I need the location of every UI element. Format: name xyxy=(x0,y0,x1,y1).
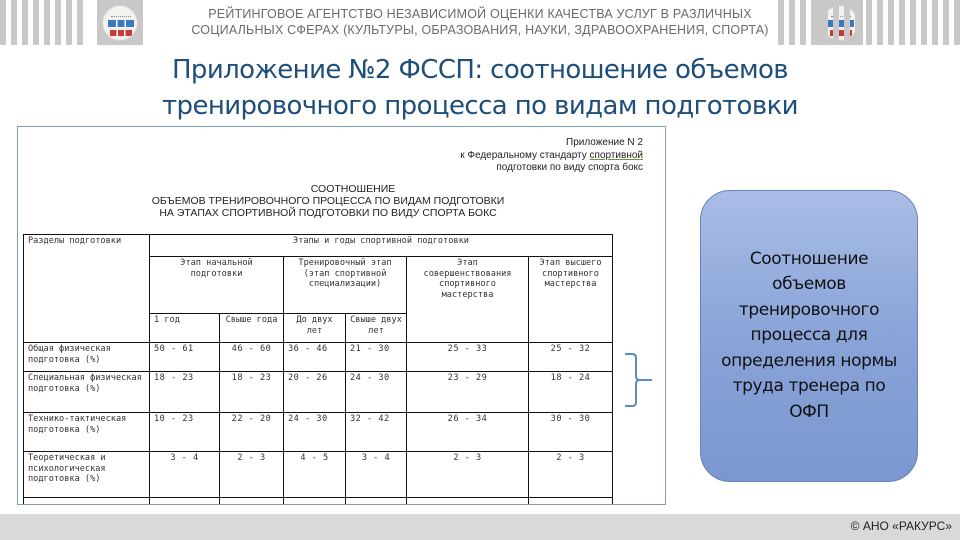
appendix-note-line3: подготовки по виду спорта бокс xyxy=(496,162,643,173)
cell-value: 3 - 4 xyxy=(150,452,220,498)
document-heading xyxy=(118,183,538,219)
cell-value: 23 - 29 xyxy=(407,372,529,413)
appendix-note-line2-prefix: к Федеральному стандарту xyxy=(460,149,590,161)
agency-name xyxy=(165,6,795,38)
copyright: © АНО «РАКУРС» xyxy=(850,519,952,533)
cell-value: 46 - 60 xyxy=(220,343,284,372)
document-heading-line3: НА ЭТАПАХ СПОРТИВНОЙ ПОДГОТОВКИ ПО ВИДУ СПОРТА БОКС xyxy=(159,207,497,219)
table-row-cut xyxy=(24,498,613,506)
cell-value: 4 - 5 xyxy=(284,452,346,498)
year-over-1: Свыше года xyxy=(220,314,284,343)
cell-value: 2 - 3 xyxy=(529,452,613,498)
footer-bar xyxy=(0,514,960,540)
slide-title xyxy=(0,52,960,124)
year-1: 1 год xyxy=(150,314,220,343)
cell-value: 50 - 61 xyxy=(150,343,220,372)
stage-highest: Этап высшего спортивного мастерства xyxy=(529,257,613,343)
cell-value: 25 - 32 xyxy=(529,343,613,372)
appendix-note-line1: Приложение N 2 xyxy=(566,137,643,148)
document-heading-line1: СООТНОШЕНИЕ xyxy=(310,183,396,195)
cell-value: 2 - 3 xyxy=(407,452,529,498)
cell-value: 25 - 33 xyxy=(407,343,529,372)
cell-value: 24 - 30 xyxy=(346,372,407,413)
cell-value: 20 - 26 xyxy=(284,372,346,413)
decorative-stripes-left xyxy=(0,0,83,45)
stage-improvement: Этап совершенствования спортивного мастерства xyxy=(407,257,529,343)
cell-value: 26 - 34 xyxy=(407,413,529,452)
table-row xyxy=(24,343,613,372)
table-row xyxy=(24,372,613,413)
cell-value: 22 - 20 xyxy=(220,413,284,452)
slide-title-line1: Приложение №2 ФССП: соотношение объемов xyxy=(171,55,789,85)
year-upto-2: До двух лет xyxy=(284,314,346,343)
ratio-table xyxy=(23,234,613,505)
cell-value: 2 - 3 xyxy=(220,452,284,498)
stage-initial: Этап начальной подготовки xyxy=(150,257,284,314)
logo-left xyxy=(97,0,143,45)
callout-box xyxy=(700,190,918,482)
document-scan xyxy=(17,126,666,505)
slide-title-line2: тренировочного процесса по видам подготовки xyxy=(162,91,798,121)
cell-value: 18 - 23 xyxy=(220,372,284,413)
header-stages: Этапы и годы спортивной подготовки xyxy=(150,235,613,257)
agency-name-line2: СОЦИАЛЬНЫХ СФЕРАХ (КУЛЬТУРЫ, ОБРАЗОВАНИЯ, НАУКИ, ЗДРАВООХРАНЕНИЯ, СПОРТА) xyxy=(191,23,769,37)
row-label: Технико-тактическая подготовка (%) xyxy=(24,413,150,452)
table-row xyxy=(24,413,613,452)
cell-value: 32 - 42 xyxy=(346,413,407,452)
appendix-note-line2-underlined: спортивной xyxy=(589,149,643,161)
document-heading-line2: ОБЪЕМОВ ТРЕНИРОВОЧНОГО ПРОЦЕССА ПО ВИДАМ ПОДГОТОВКИ xyxy=(151,195,505,207)
stage-training: Тренировочный этап (этап спортивной специализации) xyxy=(284,257,407,314)
header-sections: Разделы подготовки xyxy=(24,235,150,343)
row-label: Специальная физическая подготовка (%) xyxy=(24,372,150,413)
cell-value: 21 - 30 xyxy=(346,343,407,372)
decorative-stripes-right xyxy=(778,0,960,45)
header-band xyxy=(0,0,960,45)
agency-logo-icon xyxy=(102,5,138,41)
table-row xyxy=(24,452,613,498)
row-label: Теоретическая и психологическая подготовка (%) xyxy=(24,452,150,498)
row-label: Общая физическая подготовка (%) xyxy=(24,343,150,372)
cell-value: 24 - 30 xyxy=(284,413,346,452)
year-over-2: Свыше двух лет xyxy=(346,314,407,343)
appendix-note xyxy=(460,137,643,175)
cell-value: 36 - 46 xyxy=(284,343,346,372)
appendix-note-line2 xyxy=(460,150,643,163)
agency-name-line1: РЕЙТИНГОВОЕ АГЕНТСТВО НЕЗАВИСИМОЙ ОЦЕНКИ КАЧЕСТВА УСЛУГ В РАЗЛИЧНЫХ xyxy=(208,7,752,21)
curly-bracket-icon xyxy=(624,352,654,408)
cell-value: 18 - 23 xyxy=(150,372,220,413)
cell-value: 18 - 24 xyxy=(529,372,613,413)
cell-value: 3 - 4 xyxy=(346,452,407,498)
cell-value: 30 - 30 xyxy=(529,413,613,452)
callout-text: Соотношение объемов тренировочного процесса для определения нормы труда тренера по ОФП xyxy=(721,248,897,422)
cell-value: 10 - 23 xyxy=(150,413,220,452)
